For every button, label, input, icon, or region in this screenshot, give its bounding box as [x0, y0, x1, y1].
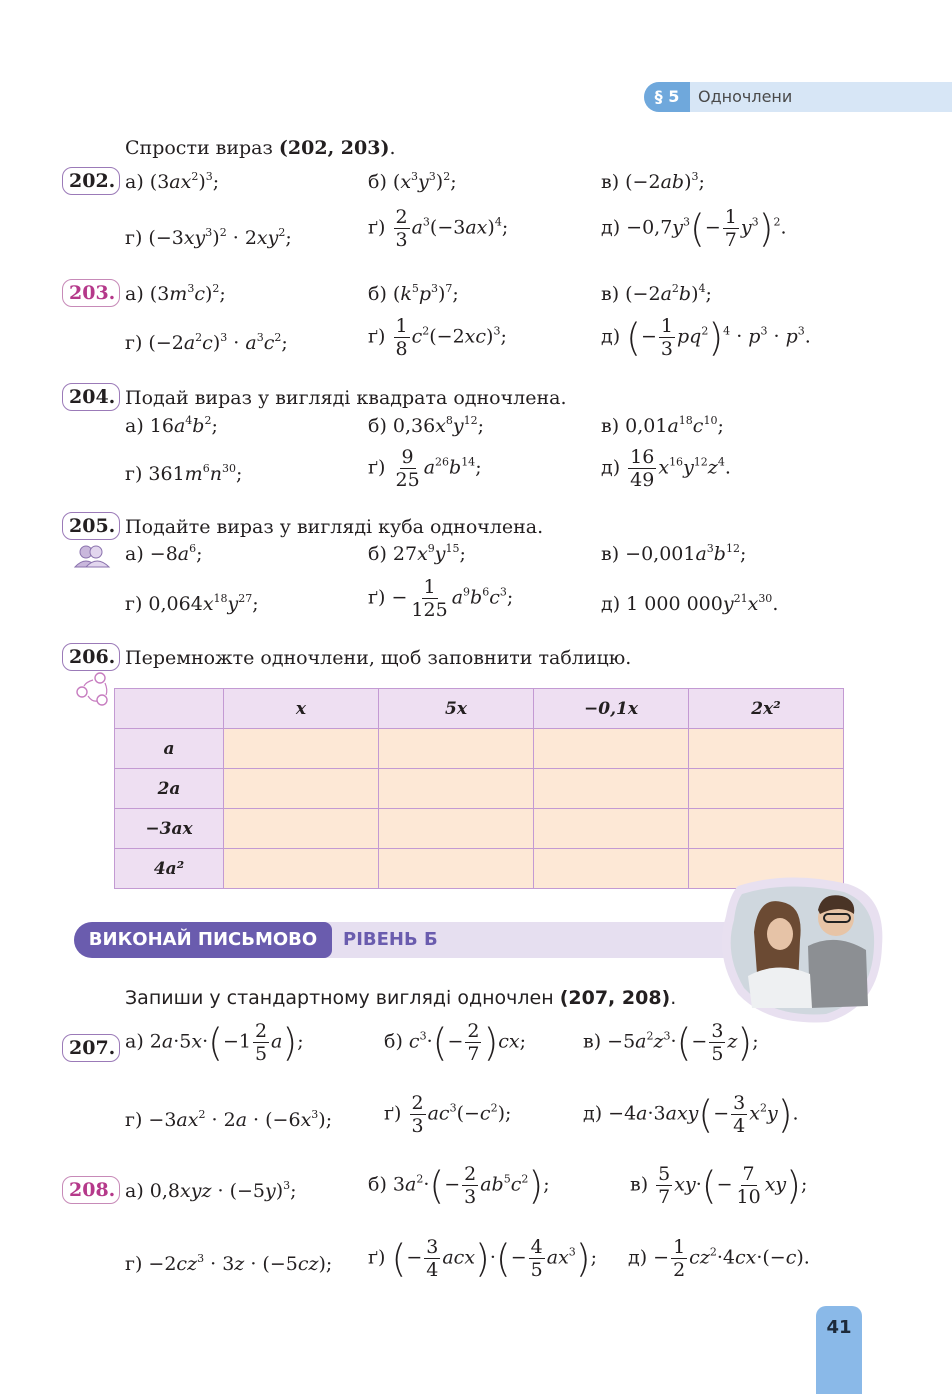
section-number: § 5 [644, 82, 690, 112]
table-row-header: a [115, 729, 224, 769]
p208-b: б) $3a^2\cdot(-$ $\frac{2}{3}$ $ab^5c^2$); [368, 1163, 550, 1208]
p207-g: $г) -3ax^2 \cdot 2a \cdot (-6x^3)$; [125, 1108, 333, 1131]
section-tab [644, 82, 952, 112]
problem-number-203: 203. [62, 279, 120, 307]
p205-g2: ґ) − $\frac{1}{125}$ $a^9b^6c^3$; [368, 576, 514, 621]
pair-work-icon [72, 543, 112, 569]
table-cell[interactable] [379, 729, 534, 769]
p207-b: б) $c^3\cdot(-$ $\frac{2}{7}$ )cx; [384, 1020, 527, 1065]
p202-g: г) $(-3xy^3)^2 \cdot 2xy^2$; [125, 226, 292, 249]
table-row [115, 729, 844, 769]
p208-g2: ґ) (− $\frac{3}{4}$ acx)·(− $\frac{4}{5}$ $ax^3$); [368, 1236, 598, 1281]
problem-number-207: 207. [62, 1034, 120, 1062]
table-row [115, 769, 844, 809]
table-cell[interactable] [224, 809, 379, 849]
p204-a: а) $16a^4b^2$; [125, 414, 218, 437]
students-photo [718, 876, 886, 1024]
p202-v: в) $(-2ab)^3$; [601, 170, 705, 193]
table-row [115, 809, 844, 849]
section-title: Одночлени [698, 87, 793, 106]
p202-a: а) $(3ax^2)^3$; [125, 170, 220, 193]
table-col-header: x [224, 689, 379, 729]
p206-text: Перемножте одночлени, щоб заповнити таблицю. [125, 647, 632, 669]
p205-g: г) $0,064x^{18}y^{27}$; [125, 592, 259, 615]
banner-level-label: РІВЕНЬ Б [343, 929, 438, 950]
p205-text: Подайте вираз у вигляді куба одночлена. [125, 516, 544, 538]
p204-g2: ґ) $\frac{9}{25}$ $a^{26}b^{14}$; [368, 446, 482, 491]
problem-number-204: 204. [62, 383, 120, 411]
p208-d: д) − $\frac{1}{2}$ $cz^2\cdot 4cx\cdot(-c)$. [628, 1236, 810, 1281]
table-corner-cell [115, 689, 224, 729]
problem-number-206: 206. [62, 643, 120, 671]
p204-d: д) $\frac{16}{49}$ $x^{16}y^{12}z^4$. [601, 446, 731, 491]
table-cell[interactable] [379, 809, 534, 849]
p207-d: д) −4a·3axy(− $\frac{3}{4}$ $x^2y$). [583, 1092, 799, 1137]
table-col-header: −0,1x [534, 689, 689, 729]
p202-g2: ґ) $\frac{2}{3}$ $a^3(-3ax)^4$; [368, 206, 509, 251]
instruction-202-203: Спрости вираз (202, 203). [125, 137, 396, 159]
multiplication-table [114, 688, 844, 889]
p205-a: $а) -8a^6$; [125, 542, 203, 565]
p203-g: г) $(-2a^2c)^3 \cdot a^3c^2$; [125, 331, 288, 354]
p204-text: Подай вираз у вигляді квадрата одночлена. [125, 387, 567, 409]
table-cell[interactable] [379, 849, 534, 889]
table-header-row [115, 689, 844, 729]
table-row-header: 4a² [115, 849, 224, 889]
p207-v: $в) -5a^2z^3\cdot(-$ $\frac{3}{5}$ z); [583, 1020, 759, 1065]
table-cell[interactable] [534, 729, 689, 769]
table-col-header: 2x² [689, 689, 844, 729]
p203-b: б) $(k^5p^3)^7$; [368, 282, 459, 305]
table-col-header: 5x [379, 689, 534, 729]
p207-a: а) 2a·5x·(−1 $\frac{2}{5}$ a); [125, 1020, 304, 1065]
table-cell[interactable] [689, 729, 844, 769]
p208-v: в) $\frac{5}{7}$ xy·(− $\frac{7}{10}$ xy); [630, 1163, 808, 1208]
p204-b: б) $0,36x^8y^{12}$; [368, 414, 485, 437]
p205-b: б) $27x^9y^{15}$; [368, 542, 466, 565]
table-cell[interactable] [689, 769, 844, 809]
table-cell[interactable] [689, 809, 844, 849]
p207-g2: ґ) $\frac{2}{3}$ $ac^3(-c^2)$; [384, 1092, 512, 1137]
table-cell[interactable] [224, 849, 379, 889]
cycle-icon [74, 672, 114, 708]
table-cell[interactable] [534, 849, 689, 889]
problem-number-202: 202. [62, 167, 120, 195]
p205-d: д) 1 000 $000y^{21}x^{30}$. [601, 592, 779, 615]
instruction-207-208: Запиши у стандартному вигляді одночлен (207, 208). [125, 987, 677, 1009]
p203-v: в) $(-2a^2b)^4$; [601, 282, 712, 305]
p202-d: $д) -0,7y^3(-$ $\frac{1}{7}$ $y^3)^2$. [601, 206, 787, 251]
banner-write-label: ВИКОНАЙ ПИСЬМОВО [74, 922, 332, 958]
table-cell[interactable] [224, 729, 379, 769]
table-cell[interactable] [534, 769, 689, 809]
p208-a: а) $0,8xyz \cdot (-5y)^3$; [125, 1179, 297, 1202]
p203-a: а) $(3m^3c)^2$; [125, 282, 226, 305]
page-number: 41 [816, 1306, 862, 1394]
table-cell[interactable] [379, 769, 534, 809]
p202-b: б) $(x^3y^3)^2$; [368, 170, 457, 193]
table-cell[interactable] [534, 809, 689, 849]
p203-g2: ґ) $\frac{1}{8}$ $c^2(-2xc)^3$; [368, 315, 507, 360]
p205-v: $в) -0,001a^3b^{12}$; [601, 542, 747, 565]
p204-v: в) $0,01a^{18}c^{10}$; [601, 414, 724, 437]
problem-number-208: 208. [62, 1176, 120, 1204]
table-row-header: −3ax [115, 809, 224, 849]
table-row-header: 2a [115, 769, 224, 809]
p208-g: $г) -2cz^3 \cdot 3z \cdot (-5cz)$; [125, 1252, 333, 1275]
table-cell[interactable] [224, 769, 379, 809]
problem-number-205: 205. [62, 512, 120, 540]
p204-g: г) $361m^6n^{30}$; [125, 462, 243, 485]
p203-d: д) (− $\frac{1}{3}$ $pq^2)^4 \cdot p^3 \cdot p^3$. [601, 315, 811, 360]
